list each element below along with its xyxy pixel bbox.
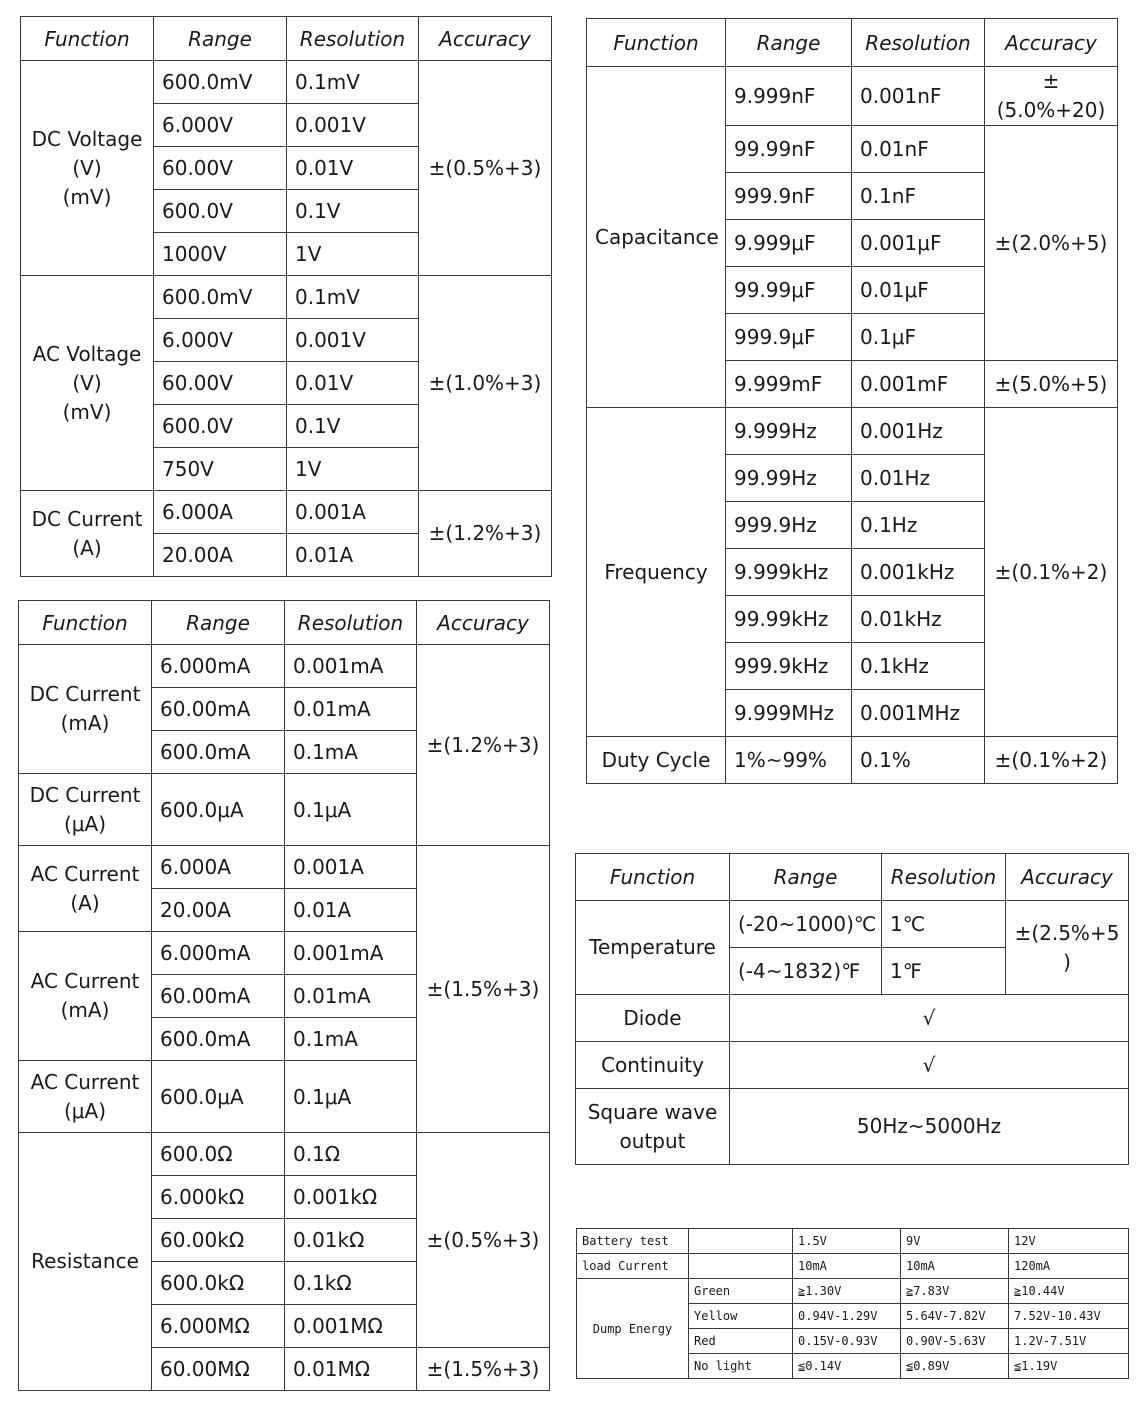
- resolution-cell: 0.01kHz: [852, 596, 985, 643]
- table-row: [587, 408, 1118, 455]
- resolution-cell: 1℉: [882, 948, 1006, 995]
- function-ac-current-ma: AC Current (mA): [19, 932, 152, 1061]
- resolution-cell: 0.01mA: [285, 975, 417, 1018]
- accuracy-cell: ±(1.5%+3): [417, 1348, 550, 1391]
- range-cell: 60.00V: [154, 362, 287, 405]
- range-cell: 6.000V: [154, 104, 287, 147]
- resolution-cell: 0.1V: [287, 405, 419, 448]
- resolution-cell: 0.1mA: [285, 731, 417, 774]
- table-row: [19, 1133, 550, 1176]
- header-accuracy: Accuracy: [419, 17, 552, 61]
- resolution-cell: 0.01A: [287, 534, 419, 577]
- range-cell: 9.999kHz: [726, 549, 852, 596]
- resolution-cell: 0.001mA: [285, 645, 417, 688]
- function-square-wave: Square wave output: [576, 1089, 730, 1165]
- energy-cell: 5.64V-7.82V: [901, 1304, 1009, 1329]
- range-cell: 600.0μA: [152, 1061, 285, 1133]
- header-function: Function: [587, 19, 726, 67]
- table-header-row: [587, 19, 1118, 67]
- range-cell: (-4~1832)℉: [730, 948, 882, 995]
- function-dc-voltage: DC Voltage (V) (mV): [21, 61, 154, 276]
- square-wave-range: 50Hz~5000Hz: [730, 1089, 1129, 1165]
- header-range: Range: [730, 854, 882, 901]
- energy-cell: 7.52V-10.43V: [1009, 1304, 1129, 1329]
- header-accuracy: Accuracy: [985, 19, 1118, 67]
- resolution-cell: 0.01kΩ: [285, 1219, 417, 1262]
- range-cell: 1%~99%: [726, 737, 852, 784]
- accuracy-cell: ±(5.0%+20): [985, 67, 1118, 126]
- range-cell: 9.999MHz: [726, 690, 852, 737]
- battery-test-table: [576, 1228, 1129, 1379]
- resolution-cell: 0.001A: [285, 846, 417, 889]
- range-cell: 9.999Hz: [726, 408, 852, 455]
- resolution-cell: 0.001MΩ: [285, 1305, 417, 1348]
- accuracy-cell: ±(1.5%+3): [417, 846, 550, 1133]
- energy-cell: 1.2V-7.51V: [1009, 1329, 1129, 1354]
- range-cell: 9.999nF: [726, 67, 852, 126]
- range-cell: 600.0mV: [154, 276, 287, 319]
- resolution-cell: 0.01μF: [852, 267, 985, 314]
- range-cell: 99.99μF: [726, 267, 852, 314]
- resolution-cell: 0.01MΩ: [285, 1348, 417, 1391]
- resolution-cell: 1V: [287, 233, 419, 276]
- range-cell: 6.000kΩ: [152, 1176, 285, 1219]
- function-temperature: Temperature: [576, 901, 730, 995]
- voltage-spec-table: [20, 16, 552, 577]
- range-cell: 600.0V: [154, 190, 287, 233]
- light-color-cell: Red: [689, 1329, 793, 1354]
- range-cell: 600.0kΩ: [152, 1262, 285, 1305]
- table-row: [576, 1042, 1129, 1089]
- function-resistance: Resistance: [19, 1133, 152, 1391]
- table-row: [577, 1279, 1129, 1304]
- header-accuracy: Accuracy: [1006, 854, 1129, 901]
- range-cell: 6.000mA: [152, 932, 285, 975]
- range-cell: 9.999mF: [726, 361, 852, 408]
- table-row: [577, 1254, 1129, 1279]
- header-range: Range: [154, 17, 287, 61]
- resolution-cell: 0.01mA: [285, 688, 417, 731]
- resolution-cell: 0.001V: [287, 319, 419, 362]
- range-cell: 60.00V: [154, 147, 287, 190]
- accuracy-cell: ±(2.0%+5): [985, 126, 1118, 361]
- function-diode: Diode: [576, 995, 730, 1042]
- resolution-cell: 0.1Hz: [852, 502, 985, 549]
- function-duty-cycle: Duty Cycle: [587, 737, 726, 784]
- range-cell: 600.0mA: [152, 731, 285, 774]
- resolution-cell: 0.01V: [287, 147, 419, 190]
- load-current-cell: 120mA: [1009, 1254, 1129, 1279]
- battery-voltage-cell: 1.5V: [793, 1229, 901, 1254]
- range-cell: 20.00A: [152, 889, 285, 932]
- resolution-cell: 0.1mV: [287, 276, 419, 319]
- resolution-cell: 0.1mA: [285, 1018, 417, 1061]
- empty-cell: [689, 1229, 793, 1254]
- range-cell: 600.0Ω: [152, 1133, 285, 1176]
- resolution-cell: 0.001μF: [852, 220, 985, 267]
- light-color-cell: Green: [689, 1279, 793, 1304]
- range-cell: 6.000V: [154, 319, 287, 362]
- header-function: Function: [576, 854, 730, 901]
- energy-cell: ≧10.44V: [1009, 1279, 1129, 1304]
- table-row: [19, 846, 550, 889]
- energy-cell: 0.90V-5.63V: [901, 1329, 1009, 1354]
- header-resolution: Resolution: [285, 601, 417, 645]
- header-resolution: Resolution: [852, 19, 985, 67]
- resolution-cell: 0.001mF: [852, 361, 985, 408]
- range-cell: 999.9kHz: [726, 643, 852, 690]
- range-cell: 60.00mA: [152, 975, 285, 1018]
- resolution-cell: 0.001kΩ: [285, 1176, 417, 1219]
- resolution-cell: 0.1kHz: [852, 643, 985, 690]
- table-row: [21, 276, 552, 319]
- resolution-cell: 0.1μA: [285, 774, 417, 846]
- energy-cell: 0.15V-0.93V: [793, 1329, 901, 1354]
- current-resistance-spec-table: [18, 600, 550, 1391]
- resolution-cell: 0.1%: [852, 737, 985, 784]
- table-row: [21, 491, 552, 534]
- resolution-cell: 0.1μF: [852, 314, 985, 361]
- range-cell: 999.9Hz: [726, 502, 852, 549]
- load-current-label: load Current: [577, 1254, 689, 1279]
- range-cell: 999.9nF: [726, 173, 852, 220]
- battery-voltage-cell: 12V: [1009, 1229, 1129, 1254]
- energy-cell: 0.94V-1.29V: [793, 1304, 901, 1329]
- capacitance-frequency-spec-table: [586, 18, 1118, 784]
- range-cell: 600.0mA: [152, 1018, 285, 1061]
- range-cell: 60.00MΩ: [152, 1348, 285, 1391]
- resolution-cell: 1V: [287, 448, 419, 491]
- header-resolution: Resolution: [287, 17, 419, 61]
- table-row: [576, 995, 1129, 1042]
- resolution-cell: 0.001kHz: [852, 549, 985, 596]
- accuracy-cell: ±(1.2%+3): [419, 491, 552, 577]
- resolution-cell: 0.1Ω: [285, 1133, 417, 1176]
- accuracy-cell: ±(0.5%+3): [419, 61, 552, 276]
- function-dc-current-ua: DC Current (μA): [19, 774, 152, 846]
- battery-test-label: Battery test: [577, 1229, 689, 1254]
- accuracy-cell: ±(1.0%+3): [419, 276, 552, 491]
- light-color-cell: Yellow: [689, 1304, 793, 1329]
- battery-voltage-cell: 9V: [901, 1229, 1009, 1254]
- range-cell: 9.999μF: [726, 220, 852, 267]
- resolution-cell: 0.001nF: [852, 67, 985, 126]
- resolution-cell: 0.01nF: [852, 126, 985, 173]
- dump-energy-label: Dump Energy: [577, 1279, 689, 1379]
- energy-cell: ≧1.30V: [793, 1279, 901, 1304]
- energy-cell: ≦0.89V: [901, 1354, 1009, 1379]
- resolution-cell: 0.1μA: [285, 1061, 417, 1133]
- header-function: Function: [19, 601, 152, 645]
- range-cell: 6.000A: [154, 491, 287, 534]
- range-cell: 99.99Hz: [726, 455, 852, 502]
- range-cell: 99.99kHz: [726, 596, 852, 643]
- resolution-cell: 0.001mA: [285, 932, 417, 975]
- function-ac-current-a: AC Current (A): [19, 846, 152, 932]
- table-row: [587, 737, 1118, 784]
- table-header-row: [576, 854, 1129, 901]
- resolution-cell: 0.01Hz: [852, 455, 985, 502]
- resolution-cell: 0.01A: [285, 889, 417, 932]
- range-cell: 600.0V: [154, 405, 287, 448]
- range-cell: (-20~1000)℃: [730, 901, 882, 948]
- accuracy-cell: ±(0.1%+2): [985, 408, 1118, 737]
- resolution-cell: 0.1kΩ: [285, 1262, 417, 1305]
- header-range: Range: [152, 601, 285, 645]
- function-ac-voltage: AC Voltage (V) (mV): [21, 276, 154, 491]
- range-cell: 6.000MΩ: [152, 1305, 285, 1348]
- resolution-cell: 0.001A: [287, 491, 419, 534]
- accuracy-cell: ±(1.2%+3): [417, 645, 550, 846]
- resolution-cell: 0.001Hz: [852, 408, 985, 455]
- range-cell: 1000V: [154, 233, 287, 276]
- load-current-cell: 10mA: [793, 1254, 901, 1279]
- resolution-cell: 0.001V: [287, 104, 419, 147]
- resolution-cell: 0.1mV: [287, 61, 419, 104]
- table-row: [576, 1089, 1129, 1165]
- temperature-spec-table: [575, 853, 1129, 1165]
- function-capacitance: Capacitance: [587, 67, 726, 408]
- header-resolution: Resolution: [882, 854, 1006, 901]
- continuity-check: √: [730, 1042, 1129, 1089]
- function-dc-current-ma: DC Current (mA): [19, 645, 152, 774]
- range-cell: 999.9μF: [726, 314, 852, 361]
- table-row: [577, 1229, 1129, 1254]
- resolution-cell: 0.1nF: [852, 173, 985, 220]
- table-header-row: [21, 17, 552, 61]
- range-cell: 6.000A: [152, 846, 285, 889]
- range-cell: 6.000mA: [152, 645, 285, 688]
- accuracy-cell: ±(2.5%+5 ): [1006, 901, 1129, 995]
- resolution-cell: 0.01V: [287, 362, 419, 405]
- header-accuracy: Accuracy: [417, 601, 550, 645]
- table-row: [19, 645, 550, 688]
- function-ac-current-ua: AC Current (μA): [19, 1061, 152, 1133]
- resolution-cell: 1℃: [882, 901, 1006, 948]
- function-continuity: Continuity: [576, 1042, 730, 1089]
- function-frequency: Frequency: [587, 408, 726, 737]
- table-row: [587, 67, 1118, 126]
- diode-check: √: [730, 995, 1129, 1042]
- range-cell: 20.00A: [154, 534, 287, 577]
- accuracy-cell: ±(0.1%+2): [985, 737, 1118, 784]
- accuracy-cell: ±(0.5%+3): [417, 1133, 550, 1348]
- range-cell: 60.00mA: [152, 688, 285, 731]
- light-color-cell: No light: [689, 1354, 793, 1379]
- table-header-row: [19, 601, 550, 645]
- range-cell: 99.99nF: [726, 126, 852, 173]
- resolution-cell: 0.001MHz: [852, 690, 985, 737]
- resolution-cell: 0.1V: [287, 190, 419, 233]
- energy-cell: ≧7.83V: [901, 1279, 1009, 1304]
- range-cell: 600.0mV: [154, 61, 287, 104]
- header-range: Range: [726, 19, 852, 67]
- energy-cell: ≦0.14V: [793, 1354, 901, 1379]
- accuracy-cell: ±(5.0%+5): [985, 361, 1118, 408]
- range-cell: 60.00kΩ: [152, 1219, 285, 1262]
- range-cell: 600.0μA: [152, 774, 285, 846]
- header-function: Function: [21, 17, 154, 61]
- table-row: [576, 901, 1129, 948]
- function-dc-current-a: DC Current (A): [21, 491, 154, 577]
- table-row: [21, 61, 552, 104]
- load-current-cell: 10mA: [901, 1254, 1009, 1279]
- energy-cell: ≦1.19V: [1009, 1354, 1129, 1379]
- empty-cell: [689, 1254, 793, 1279]
- range-cell: 750V: [154, 448, 287, 491]
